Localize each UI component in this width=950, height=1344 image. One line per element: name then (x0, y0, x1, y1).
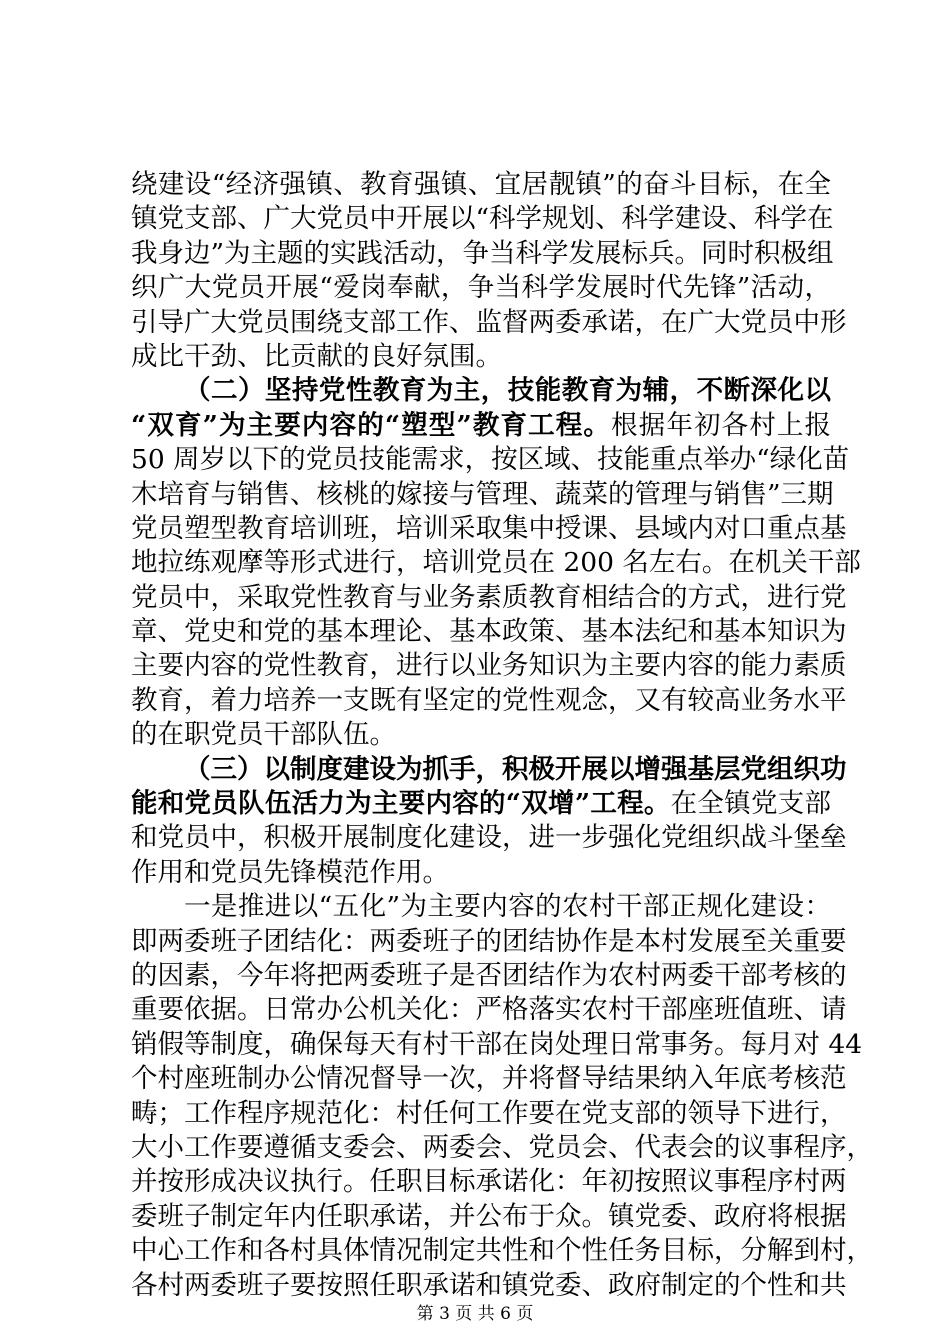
line-text: 主要内容的党性教育，进行以业务知识为主要内容的能力素质 (131, 650, 847, 682)
text-line (131, 925, 847, 959)
text-line (131, 787, 831, 821)
line-text: 畴；工作程序规范化：村任何工作要在党支部的领导下进行， (131, 1097, 847, 1129)
text-line (131, 615, 847, 649)
line-text: 教育，着力培养一支既有坚定的党性观念，又有较高业务水平 (131, 684, 847, 716)
line-text: 成比干劲、比贡献的良好氛围。 (131, 340, 502, 372)
bold-heading-text: “双育”为主要内容的“塑型”教育工程。 (131, 409, 612, 441)
line-text: 和党员中，积极开展制度化建设，进一步强化党组织战斗堡垒 (131, 822, 847, 854)
line-text: 我身边”为主题的实践活动，争当科学发展标兵。同时积极组 (131, 237, 834, 269)
body-text (131, 168, 873, 1303)
bold-heading-text: （二）坚持党性教育为主，技能教育为辅，不断深化以 (184, 375, 831, 407)
text-line (131, 478, 834, 512)
line-text: 并按形成决议执行。任职目标承诺化：年初按照议事程序村两 (131, 1166, 847, 1198)
text-line (131, 1269, 847, 1303)
line-text: 50 周岁以下的党员技能需求，按区域、技能重点举办“绿化苗 (131, 444, 850, 476)
line-text: 党员中，采取党性教育与业务素质教育相结合的方式，进行党 (131, 581, 847, 613)
text-line (131, 1200, 847, 1234)
bold-heading-text: （三）以制度建设为抓手，积极开展以增强基层党组织功 (184, 753, 847, 785)
line-text: 的在职党员干部队伍。 (131, 719, 396, 751)
line-text: 织广大党员开展“爱岗奉献，争当科学发展时代先锋”活动， (131, 272, 831, 304)
text-line (131, 959, 847, 993)
text-line (131, 856, 831, 890)
line-text: 委班子制定年内任职承诺，并公布于众。镇党委、政府将根据 (131, 1200, 847, 1232)
text-line (131, 821, 847, 855)
line-text: 大小工作要遵循支委会、两委会、党员会、代表会的议事程序， (131, 1131, 873, 1163)
line-text: 重要依据。日常办公机关化：严格落实农村干部座班值班、请 (131, 994, 847, 1026)
text-line (131, 409, 831, 443)
line-text: 作用和党员先锋模范作用。 (131, 856, 449, 888)
line-continuation-text: 根据年初各村上报 (611, 409, 831, 441)
text-line (131, 890, 831, 924)
line-text: 镇党支部、广大党员中开展以“科学规划、科学建设、科学在 (131, 203, 834, 235)
text-line (131, 1165, 847, 1199)
text-line (131, 306, 847, 340)
text-line (131, 581, 847, 615)
line-text: 木培育与销售、核桃的嫁接与管理、蔬菜的管理与销售”三期 (131, 478, 834, 510)
line-text: 的因素，今年将把两委班子是否团结作为农村两委干部考核的 (131, 959, 847, 991)
text-line (131, 753, 847, 787)
text-line (131, 649, 847, 683)
line-text: 地拉练观摩等形式进行，培训党员在 200 名左右。在机关干部 (131, 547, 861, 579)
line-text: 党员塑型教育培训班，培训采取集中授课、县域内对口重点基 (131, 512, 847, 544)
text-line (131, 512, 847, 546)
text-line (131, 1234, 873, 1268)
line-text: 绕建设“经济强镇、教育强镇、宜居靓镇”的奋斗目标，在全 (131, 169, 831, 200)
text-line (131, 271, 831, 305)
text-line (131, 993, 847, 1027)
text-line (131, 443, 850, 477)
text-line (131, 718, 831, 752)
line-text: 引导广大党员围绕支部工作、监督两委承诺，在广大党员中形 (131, 306, 847, 338)
line-text: 个村座班制办公情况督导一次，并将督导结果纳入年底考核范 (131, 1063, 847, 1095)
text-line (131, 546, 861, 580)
line-text: 中心工作和各村具体情况制定共性和个性任务目标，分解到村， (131, 1235, 873, 1267)
line-continuation-text: 在全镇党支部 (670, 788, 831, 820)
text-line (131, 1028, 863, 1062)
text-line (131, 1131, 873, 1165)
text-line (131, 237, 834, 271)
page-footer: 第 3 页 共 6 页 (416, 1304, 534, 1324)
text-line (131, 374, 831, 408)
line-text: 各村两委班子要按照任职承诺和镇党委、政府制定的个性和共 (131, 1269, 847, 1301)
line-text: 一是推进以“五化”为主要内容的农村干部正规化建设： (184, 891, 831, 923)
bold-heading-text: 能和党员队伍活力为主要内容的“双增”工程。 (131, 788, 671, 820)
text-line (131, 340, 831, 374)
text-line (131, 1062, 847, 1096)
line-text: 章、党史和党的基本理论、基本政策、基本法纪和基本知识为 (131, 616, 847, 648)
text-line (131, 168, 831, 202)
text-line (131, 1097, 847, 1131)
text-line (131, 684, 847, 718)
text-line (131, 202, 834, 236)
line-text: 销假等制度，确保每天有村干部在岗处理日常事务。每月对 44 (131, 1028, 863, 1060)
line-text: 即两委班子团结化：两委班子的团结协作是本村发展至关重要 (131, 925, 847, 957)
